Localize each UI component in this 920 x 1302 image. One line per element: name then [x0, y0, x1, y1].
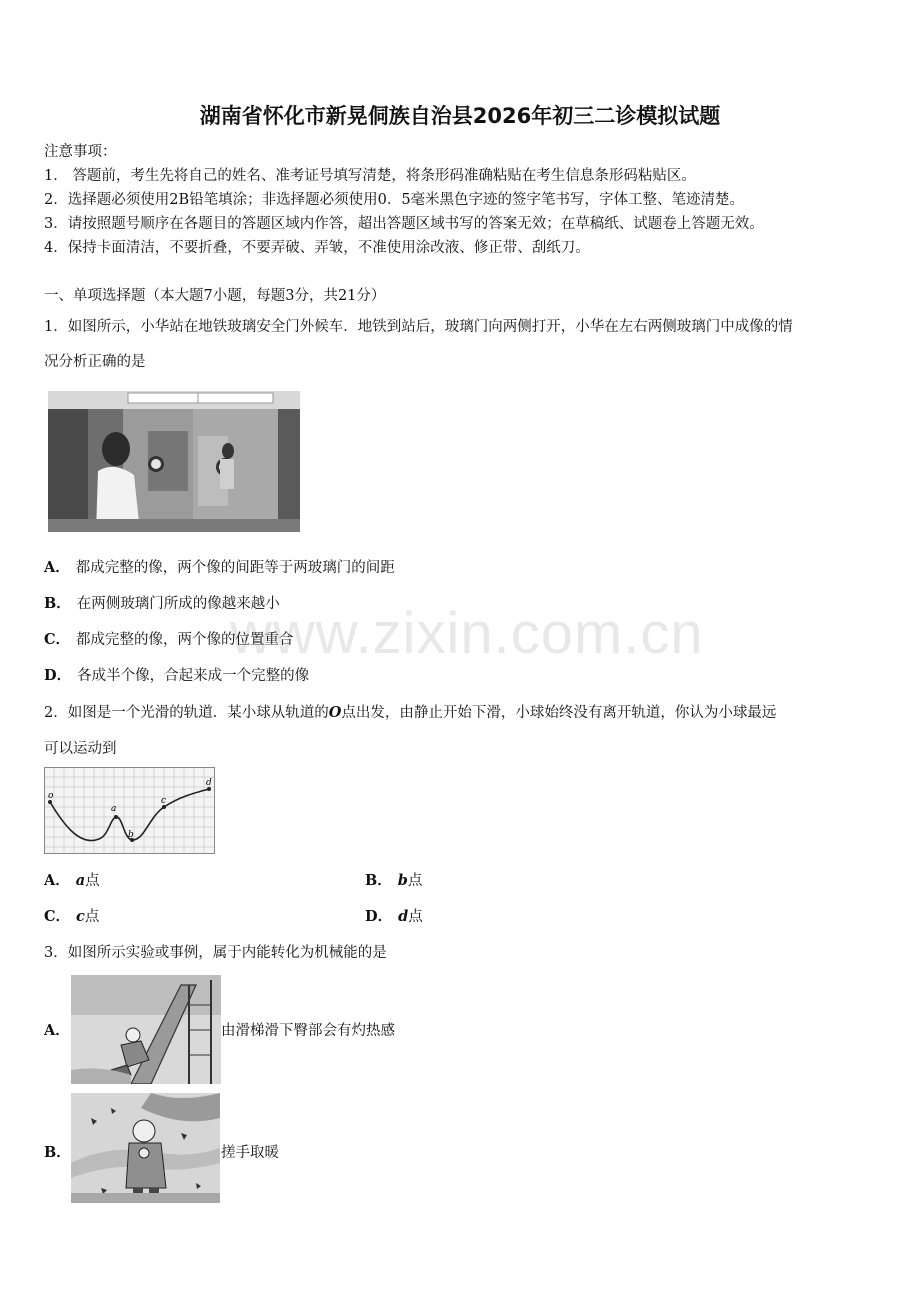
q2-option-c: C． c点 [44, 908, 100, 925]
slide-illustration [71, 975, 221, 1084]
notice-item: 4．保持卡面清洁，不要折叠，不要弄破、弄皱，不准使用涂改液、修正带、刮纸刀。 [44, 240, 590, 256]
point-b-label: b [128, 830, 134, 840]
q2-option-d: D． d点 [365, 908, 423, 925]
subway-door-photo [48, 391, 300, 532]
q1-stem-line1: 1．如图所示，小华站在地铁玻璃安全门外候车．地铁到站后，玻璃门向两侧打开，小华在左右两侧玻璃门中成像的情 [44, 319, 793, 335]
page-title: 湖南省怀化市新晃侗族自治县2026年初三二诊模拟试题 [199, 104, 721, 128]
q1-option-b: B． 在两侧玻璃门所成的像越来越小 [44, 595, 280, 612]
point-c-label: c [161, 796, 167, 806]
notice-heading: 注意事项： [44, 144, 117, 160]
q1-stem-line2: 况分析正确的是 [44, 354, 146, 370]
section-heading: 一、单项选择题（本大题7小题，每题3分，共21分） [44, 288, 386, 304]
point-o-label: o [48, 791, 54, 801]
notice-item: 2．选择题必须使用2B铅笔填涂；非选择题必须使用0．5毫米黑色字迹的签字笔书写，字体工整、笔迹清楚。 [44, 192, 745, 208]
notice-item: 1． 答题前，考生先将自己的姓名、准考证号填写清楚，将条形码准确粘贴在考生信息条形码粘贴区。 [44, 168, 696, 184]
q2-option-a: A． a点 [44, 872, 100, 889]
notice-item: 3．请按照题号顺序在各题目的答题区域内作答，超出答题区域书写的答案无效；在草稿纸、试题卷上答题无效。 [44, 216, 764, 232]
q2-stem-line1: 2．如图是一个光滑的轨道．某小球从轨道的O点出发，由静止开始下滑，小球始终没有离开轨道，你认为小球最远 [44, 704, 777, 721]
watermark: www.zixin.com.cn [230, 601, 704, 666]
q3-option-a-label: A． [44, 1022, 70, 1039]
track-figure [44, 767, 215, 854]
q1-option-d: D． 各成半个像，合起来成一个完整的像 [44, 667, 310, 684]
point-d-label: d [206, 778, 212, 788]
hand-rubbing-illustration [71, 1093, 220, 1203]
q2-option-b: B． b点 [365, 872, 423, 889]
q3-stem: 3．如图所示实验或事例，属于内能转化为机械能的是 [44, 945, 387, 961]
q3-option-b-label: B． [44, 1144, 71, 1161]
q3-option-b-text: 搓手取暖 [221, 1145, 279, 1161]
q2-stem-line2: 可以运动到 [44, 741, 117, 757]
q3-option-a-text: 由滑梯滑下臀部会有灼热感 [221, 1023, 395, 1039]
point-a-label: a [111, 804, 117, 814]
q1-option-c: C． 都成完整的像，两个像的位置重合 [44, 631, 294, 648]
q1-option-a: A． 都成完整的像，两个像的间距等于两玻璃门的间距 [44, 559, 395, 576]
